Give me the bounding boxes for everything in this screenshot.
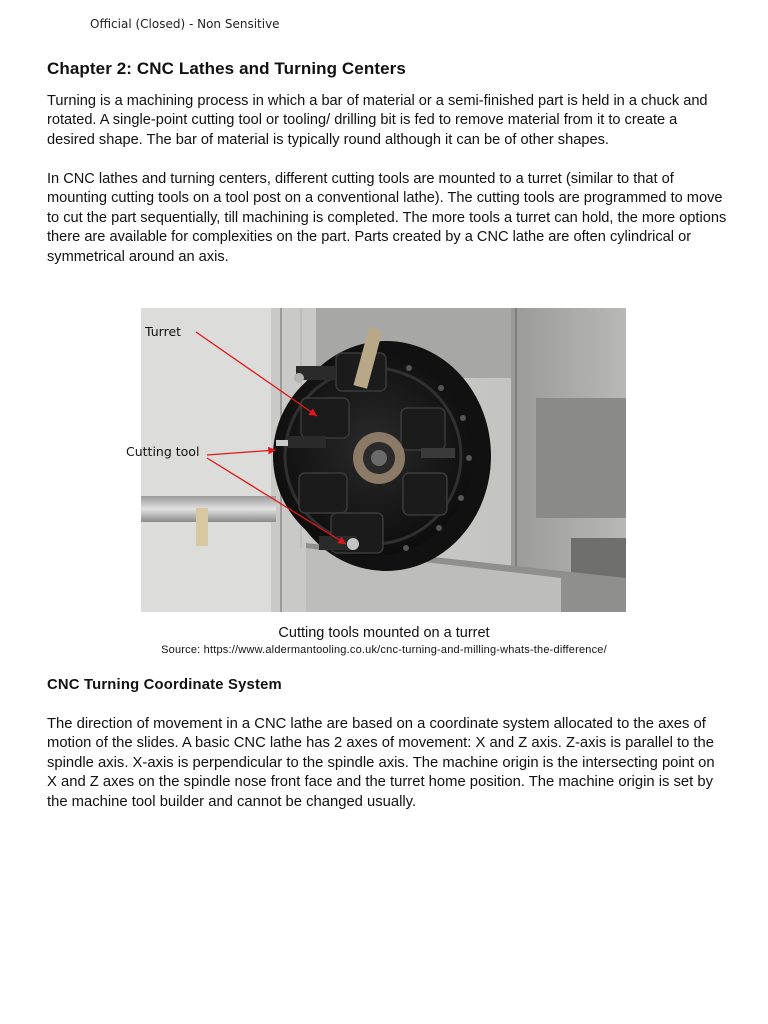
- coordinate-paragraph: The direction of movement in a CNC lathe are based on a coordinate system allocated to the axes of motion of the slides. A basic CNC lathe has 2 axes of movement: X and Z axis. Z-axis is parallel to the spindle axis. X-axis is perpendicular to the spindle axis. The machine origin is the intersecting point on X and Z axes on the spindle nose front face and the turret home position. The machine origin is set by the machine tool builder and cannot be changed usually.: [47, 716, 715, 810]
- section-title: CNC Turning Coordinate System: [47, 677, 282, 693]
- turret-label: Turret: [145, 324, 182, 339]
- cutting-tool-label: Cutting tool: [126, 444, 200, 459]
- chapter-title: Chapter 2: CNC Lathes and Turning Centers: [47, 59, 406, 78]
- classification-header: Official (Closed) - Non Sensitive: [90, 17, 280, 31]
- turret-paragraph: In CNC lathes and turning centers, different cutting tools are mounted to a turret (similar to that of mounting cutting tools on a tool post on a conventional lathe). The cutting tools are programmed to move to cut the part sequentially, till machining is completed. The more tools a turret can hold, the more options there are available for complexities on the part. Parts created by a CNC lathe are often cylindrical or symmetrical around an axis.: [47, 171, 727, 265]
- intro-paragraph: Turning is a machining process in which a bar of material or a semi-finished part is held in a chuck and rotated. A single-point cutting tool or tooling/ drilling bit is fed to remove material from it to create a desired shape. The bar of material is typically round although it can be of other shapes.: [47, 93, 708, 148]
- figure-caption: Cutting tools mounted on a turret: [278, 625, 490, 641]
- figure-source: Source: https://www.aldermantooling.co.uk/cnc-turning-and-milling-whats-the-difference/: [161, 644, 607, 656]
- turret-photo: [141, 308, 626, 612]
